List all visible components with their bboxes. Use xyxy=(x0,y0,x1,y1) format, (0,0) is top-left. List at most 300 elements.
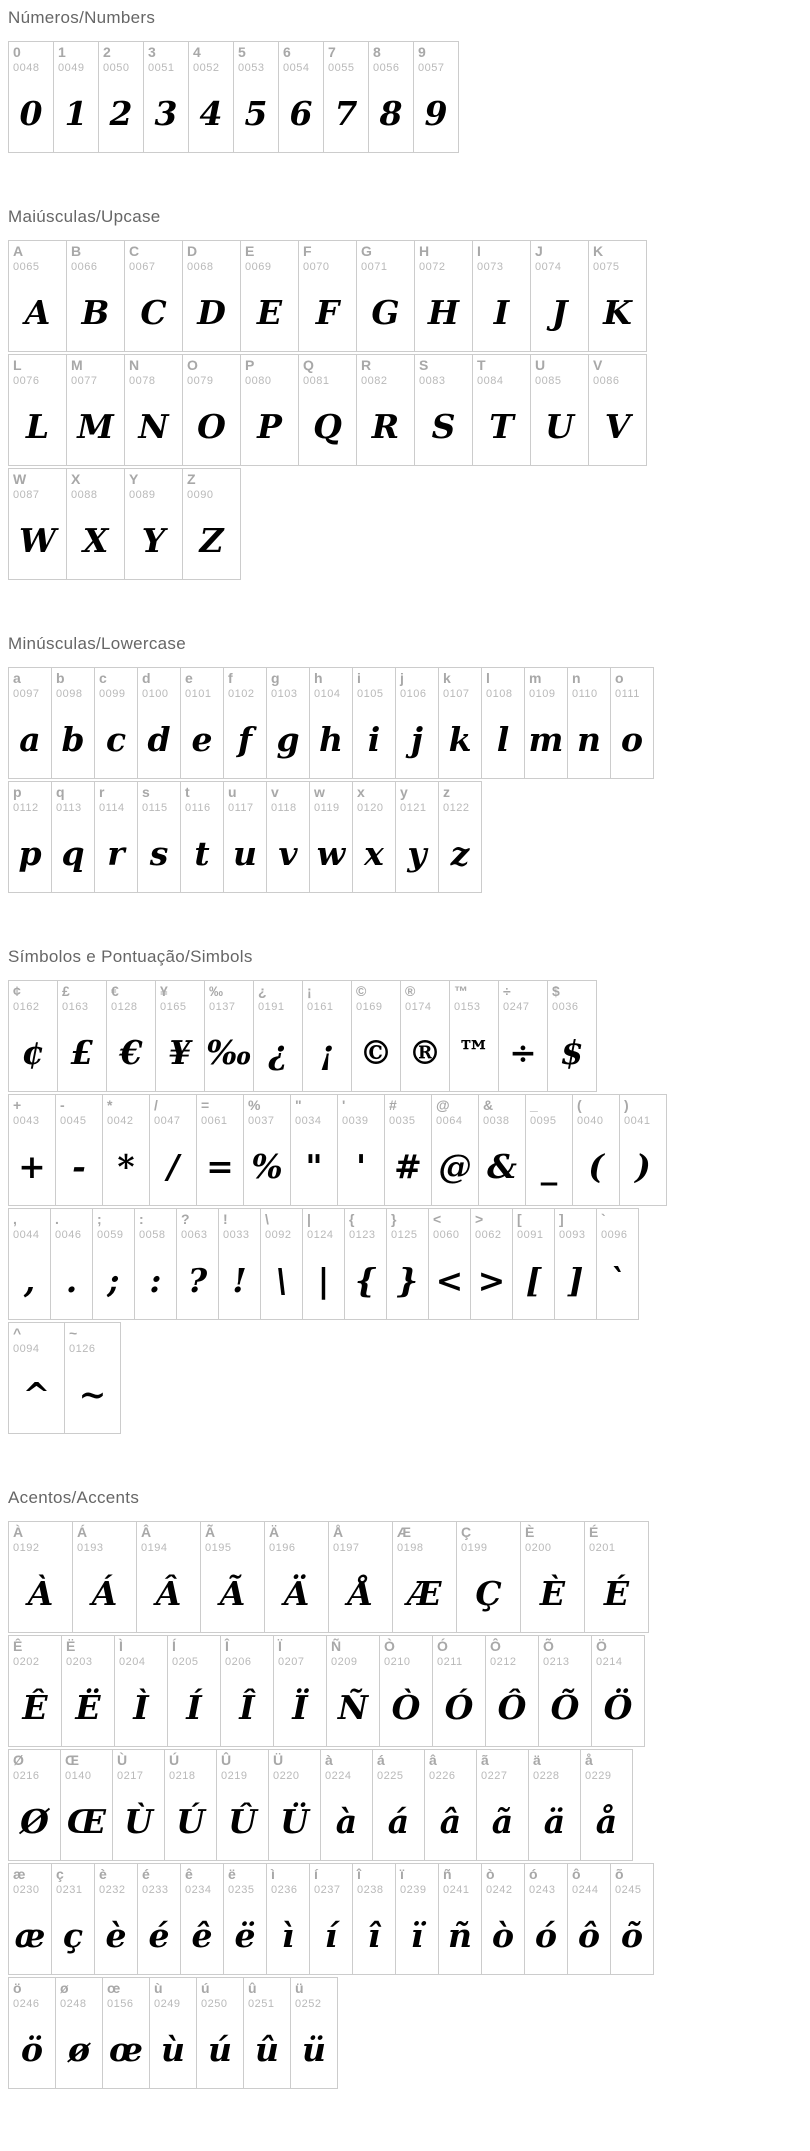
char-label: F xyxy=(303,243,312,259)
char-code: 0237 xyxy=(314,1884,341,1896)
char-code: 0120 xyxy=(357,802,384,814)
char-label: H xyxy=(419,243,430,259)
glyph-preview: 9 xyxy=(424,94,448,133)
glyph-cell xyxy=(401,981,450,1092)
glyph-cell xyxy=(9,1978,56,2089)
glyph-row xyxy=(9,1209,639,1320)
char-code: 0238 xyxy=(357,1884,384,1896)
section-lowercase xyxy=(8,634,802,893)
glyph-preview: f xyxy=(237,720,253,759)
char-code: 0079 xyxy=(187,375,214,387)
char-code: 0210 xyxy=(384,1656,411,1668)
char-label: Û xyxy=(221,1752,232,1768)
char-code: 0250 xyxy=(201,1998,228,2010)
glyph-cell xyxy=(58,981,107,1092)
char-label: T xyxy=(477,357,486,373)
glyph-preview: ` xyxy=(609,1261,626,1300)
glyph-preview: I xyxy=(493,293,510,332)
glyph-cell xyxy=(150,1095,197,1206)
char-code: 0207 xyxy=(278,1656,305,1668)
char-code: 0085 xyxy=(535,375,562,387)
char-code: 0049 xyxy=(58,62,85,74)
glyph-cell xyxy=(396,782,439,893)
char-label: p xyxy=(13,784,22,800)
glyph-row xyxy=(9,1095,667,1206)
glyph-row xyxy=(9,1522,649,1633)
char-code: 0211 xyxy=(437,1656,463,1668)
glyph-preview: l xyxy=(496,720,510,759)
glyph-cell xyxy=(482,668,525,779)
glyph-table-uppercase-1 xyxy=(8,240,647,352)
char-code: 0101 xyxy=(185,688,212,700)
glyph-preview: â xyxy=(439,1802,462,1841)
char-label: S xyxy=(419,357,429,373)
char-code: 0247 xyxy=(503,1001,530,1013)
glyph-preview: ¥ xyxy=(168,1033,192,1072)
char-label: s xyxy=(142,784,150,800)
char-label: C xyxy=(129,243,140,259)
glyph-preview: Q xyxy=(313,407,342,446)
char-label: î xyxy=(357,1866,361,1882)
glyph-cell xyxy=(380,1636,433,1747)
char-label: Â xyxy=(141,1524,152,1540)
char-label: ¥ xyxy=(160,983,168,999)
char-code: 0052 xyxy=(193,62,220,74)
char-code: 0118 xyxy=(271,802,297,814)
glyph-cell xyxy=(597,1209,639,1320)
glyph-cell xyxy=(9,668,52,779)
glyph-preview: m xyxy=(528,720,564,759)
char-label: Á xyxy=(77,1524,88,1540)
glyph-cell xyxy=(457,1522,521,1633)
glyph-table-accents-3 xyxy=(8,1749,633,1861)
glyph-preview: ¿ xyxy=(268,1033,288,1072)
glyph-preview: ~ xyxy=(78,1375,107,1414)
char-label: x xyxy=(357,784,365,800)
char-code: 0072 xyxy=(419,261,446,273)
char-code: 0109 xyxy=(529,688,556,700)
glyph-cell xyxy=(393,1522,457,1633)
glyph-preview: ï xyxy=(410,1916,424,1955)
glyph-preview: j xyxy=(411,720,423,759)
glyph-table-uppercase-3 xyxy=(8,468,241,580)
char-label: À xyxy=(13,1524,24,1540)
char-code: 0068 xyxy=(187,261,214,273)
char-label: Ã xyxy=(205,1524,216,1540)
char-code: 0213 xyxy=(543,1656,570,1668)
glyph-preview: - xyxy=(72,1147,86,1186)
char-code: 0051 xyxy=(148,62,175,74)
glyph-cell xyxy=(568,1864,611,1975)
glyph-cell xyxy=(274,1636,327,1747)
char-code: 0204 xyxy=(119,1656,146,1668)
char-label: U xyxy=(535,357,546,373)
char-label: / xyxy=(154,1097,158,1113)
glyph-table-accents-4 xyxy=(8,1863,654,1975)
glyph-preview: ö xyxy=(20,2030,43,2069)
glyph-cell xyxy=(357,241,415,352)
glyph-preview: î xyxy=(367,1916,381,1955)
glyph-cell xyxy=(555,1209,597,1320)
char-label: Ñ xyxy=(331,1638,342,1654)
char-code: 0067 xyxy=(129,261,156,273)
char-code: 0088 xyxy=(71,489,98,501)
glyph-preview: r xyxy=(107,834,125,873)
glyph-cell xyxy=(183,469,241,580)
glyph-preview: G xyxy=(371,293,400,332)
char-code: 0203 xyxy=(66,1656,93,1668)
char-code: 0092 xyxy=(265,1229,292,1241)
char-label: Œ xyxy=(65,1752,79,1768)
glyph-cell xyxy=(221,1636,274,1747)
glyph-preview: Î xyxy=(239,1688,255,1727)
glyph-preview: S xyxy=(431,407,456,446)
char-label: ] xyxy=(559,1211,564,1227)
char-label: å xyxy=(585,1752,593,1768)
glyph-preview: ¢ xyxy=(21,1033,45,1072)
char-label: P xyxy=(245,357,255,373)
char-label: ~ xyxy=(69,1325,78,1341)
glyph-cell xyxy=(486,1636,539,1747)
glyph-preview: : xyxy=(149,1261,162,1300)
glyph-preview: + xyxy=(18,1147,46,1186)
char-code: 0162 xyxy=(13,1001,40,1013)
char-code: 0115 xyxy=(142,802,168,814)
glyph-preview: Ü xyxy=(280,1802,309,1841)
char-label: ú xyxy=(201,1980,210,1996)
glyph-cell xyxy=(115,1636,168,1747)
char-code: 0042 xyxy=(107,1115,134,1127)
glyph-cell xyxy=(396,668,439,779)
glyph-preview: ò xyxy=(491,1916,514,1955)
char-label: Ø xyxy=(13,1752,24,1768)
char-label: Z xyxy=(187,471,196,487)
glyph-row xyxy=(9,981,597,1092)
char-code: 0063 xyxy=(181,1229,208,1241)
glyph-cell xyxy=(357,355,415,466)
glyph-cell xyxy=(62,1636,115,1747)
char-label: ^ xyxy=(13,1325,22,1341)
char-code: 0094 xyxy=(13,1343,40,1355)
glyph-preview: æ xyxy=(14,1916,46,1955)
glyph-preview: R xyxy=(371,407,400,446)
glyph-preview: { xyxy=(354,1261,377,1300)
section-uppercase xyxy=(8,207,802,580)
char-label: * xyxy=(107,1097,113,1113)
glyph-preview: ^ xyxy=(22,1375,51,1414)
char-label: y xyxy=(400,784,408,800)
glyph-preview: ê xyxy=(191,1916,213,1955)
glyph-cell xyxy=(95,1864,138,1975)
glyph-preview: O xyxy=(197,407,226,446)
glyph-cell xyxy=(95,668,138,779)
char-label: c xyxy=(99,670,107,686)
glyph-preview: Û xyxy=(228,1802,257,1841)
glyph-preview: < xyxy=(435,1261,464,1300)
char-code: 0153 xyxy=(454,1001,481,1013)
char-code: 0205 xyxy=(172,1656,199,1668)
glyph-preview: . xyxy=(65,1261,78,1300)
char-code: 0225 xyxy=(377,1770,404,1782)
char-code: 0252 xyxy=(295,1998,322,2010)
char-code: 0060 xyxy=(433,1229,460,1241)
glyph-preview: 1 xyxy=(64,94,88,133)
glyph-preview: p xyxy=(18,834,42,873)
glyph-preview: U xyxy=(545,407,574,446)
glyph-cell xyxy=(9,1209,51,1320)
glyph-preview: F xyxy=(315,293,340,332)
char-label: æ xyxy=(13,1866,26,1882)
char-label: ( xyxy=(577,1097,582,1113)
glyph-preview: Õ xyxy=(550,1688,580,1727)
char-label: L xyxy=(13,357,22,373)
glyph-cell xyxy=(150,1978,197,2089)
glyph-preview: & xyxy=(487,1147,517,1186)
glyph-table-symbols-4 xyxy=(8,1322,121,1434)
glyph-preview: à xyxy=(335,1802,358,1841)
section-title-accents: Acentos/Accents xyxy=(8,1488,140,1507)
glyph-cell xyxy=(620,1095,667,1206)
char-label: 4 xyxy=(193,44,201,60)
glyph-cell xyxy=(103,1095,150,1206)
glyph-cell xyxy=(9,981,58,1092)
glyph-cell xyxy=(224,668,267,779)
char-code: 0038 xyxy=(483,1115,510,1127)
char-code: 0200 xyxy=(525,1542,552,1554)
char-code: 0156 xyxy=(107,1998,134,2010)
char-code: 0083 xyxy=(419,375,446,387)
glyph-preview: [ xyxy=(525,1261,542,1300)
section-accents xyxy=(8,1488,802,2089)
glyph-preview: á xyxy=(387,1802,410,1841)
glyph-cell xyxy=(429,1209,471,1320)
char-code: 0104 xyxy=(314,688,341,700)
glyph-preview: Ò xyxy=(391,1688,421,1727)
char-label: M xyxy=(71,357,83,373)
char-label: _ xyxy=(530,1097,538,1113)
glyph-table-symbols-3 xyxy=(8,1208,639,1320)
glyph-cell xyxy=(539,1636,592,1747)
glyph-preview: J xyxy=(551,293,568,332)
glyph-cell xyxy=(197,1095,244,1206)
glyph-row xyxy=(9,1978,338,2089)
glyph-preview: ó xyxy=(534,1916,557,1955)
char-label: i xyxy=(357,670,361,686)
char-code: 0165 xyxy=(160,1001,187,1013)
glyph-cell xyxy=(433,1636,486,1747)
char-label: ¢ xyxy=(13,983,21,999)
char-code: 0243 xyxy=(529,1884,556,1896)
glyph-cell xyxy=(177,1209,219,1320)
char-code: 0249 xyxy=(154,1998,181,2010)
glyph-preview: o xyxy=(620,720,643,759)
char-label: Ê xyxy=(13,1638,23,1654)
glyph-table-lowercase-2 xyxy=(8,781,482,893)
char-code: 0219 xyxy=(221,1770,248,1782)
char-code: 0198 xyxy=(397,1542,424,1554)
glyph-preview: è xyxy=(105,1916,127,1955)
char-code: 0242 xyxy=(486,1884,513,1896)
char-label: ® xyxy=(405,983,416,999)
char-code: 0062 xyxy=(475,1229,502,1241)
glyph-cell xyxy=(165,1750,217,1861)
glyph-cell xyxy=(197,1978,244,2089)
glyph-preview: | xyxy=(317,1261,330,1300)
glyph-cell xyxy=(9,1323,65,1434)
glyph-preview: d xyxy=(147,720,171,759)
char-code: 0081 xyxy=(303,375,330,387)
glyph-row xyxy=(9,1750,633,1861)
char-code: 0065 xyxy=(13,261,40,273)
char-code: 0066 xyxy=(71,261,98,273)
glyph-cell xyxy=(415,355,473,466)
glyph-preview: 5 xyxy=(244,94,268,133)
char-label: I xyxy=(477,243,481,259)
char-code: 0140 xyxy=(65,1770,92,1782)
char-label: Ö xyxy=(596,1638,607,1654)
glyph-preview: / xyxy=(166,1147,180,1186)
char-code: 0220 xyxy=(273,1770,300,1782)
char-label: X xyxy=(71,471,81,487)
char-label: : xyxy=(139,1211,144,1227)
char-label: # xyxy=(389,1097,397,1113)
glyph-preview: Í xyxy=(186,1688,202,1727)
char-label: Î xyxy=(225,1638,229,1654)
glyph-cell xyxy=(54,42,99,153)
glyph-preview: Ú xyxy=(176,1802,205,1841)
glyph-cell xyxy=(353,1864,396,1975)
glyph-preview: C xyxy=(140,293,167,332)
glyph-cell xyxy=(9,1522,73,1633)
char-label: Y xyxy=(129,471,139,487)
glyph-cell xyxy=(482,1864,525,1975)
char-code: 0248 xyxy=(60,1998,87,2010)
char-code: 0087 xyxy=(13,489,40,501)
glyph-preview: w xyxy=(316,834,346,873)
glyph-cell xyxy=(183,241,241,352)
glyph-preview: % xyxy=(251,1147,283,1186)
glyph-cell xyxy=(385,1095,432,1206)
glyph-preview: ù xyxy=(161,2030,185,2069)
char-code: 0241 xyxy=(443,1884,470,1896)
glyph-preview: Ï xyxy=(292,1688,308,1727)
glyph-cell xyxy=(181,1864,224,1975)
char-code: 0202 xyxy=(13,1656,40,1668)
char-label: a xyxy=(13,670,21,686)
char-label: ô xyxy=(572,1866,581,1882)
char-label: r xyxy=(99,784,105,800)
char-label: 0 xyxy=(13,44,21,60)
glyph-preview: Ñ xyxy=(337,1688,369,1727)
glyph-cell xyxy=(254,981,303,1092)
char-code: 0040 xyxy=(577,1115,604,1127)
glyph-preview: n xyxy=(577,720,601,759)
char-label: ï xyxy=(400,1866,404,1882)
char-code: 0224 xyxy=(325,1770,352,1782)
glyph-preview: * xyxy=(117,1147,135,1186)
char-label: ‰ xyxy=(209,983,223,999)
char-code: 0036 xyxy=(552,1001,579,1013)
glyph-cell xyxy=(439,668,482,779)
char-code: 0107 xyxy=(443,688,470,700)
char-label: 6 xyxy=(283,44,291,60)
char-code: 0059 xyxy=(97,1229,124,1241)
char-code: 0209 xyxy=(331,1656,358,1668)
glyph-preview: Ó xyxy=(444,1688,474,1727)
glyph-table-uppercase-2 xyxy=(8,354,647,466)
glyph-cell xyxy=(353,782,396,893)
glyph-preview: í xyxy=(324,1916,338,1955)
glyph-preview: b xyxy=(61,720,85,759)
char-label: W xyxy=(13,471,27,487)
glyph-cell xyxy=(93,1209,135,1320)
char-code: 0044 xyxy=(13,1229,40,1241)
glyph-cell xyxy=(65,1323,121,1434)
char-label: g xyxy=(271,670,280,686)
char-label: , xyxy=(13,1211,17,1227)
glyph-cell xyxy=(321,1750,373,1861)
char-code: 0076 xyxy=(13,375,40,387)
glyph-preview: u xyxy=(233,834,257,873)
char-code: 0061 xyxy=(201,1115,228,1127)
char-label: à xyxy=(325,1752,333,1768)
glyph-preview: ñ xyxy=(448,1916,472,1955)
char-code: 0206 xyxy=(225,1656,252,1668)
glyph-cell xyxy=(369,42,414,153)
char-code: 0057 xyxy=(418,62,445,74)
char-label: n xyxy=(572,670,581,686)
char-code: 0194 xyxy=(141,1542,168,1554)
char-label: J xyxy=(535,243,543,259)
char-label: " xyxy=(295,1097,302,1113)
char-code: 0096 xyxy=(601,1229,628,1241)
char-code: 0218 xyxy=(169,1770,196,1782)
glyph-preview: i xyxy=(367,720,381,759)
glyph-row xyxy=(9,241,647,352)
glyph-preview: } xyxy=(396,1261,419,1300)
char-code: 0108 xyxy=(486,688,513,700)
char-code: 0195 xyxy=(205,1542,232,1554)
char-label: £ xyxy=(62,983,70,999)
glyph-cell xyxy=(387,1209,429,1320)
char-label: ë xyxy=(228,1866,236,1882)
char-code: 0126 xyxy=(69,1343,96,1355)
char-label: â xyxy=(429,1752,437,1768)
char-code: 0086 xyxy=(593,375,620,387)
char-code: 0231 xyxy=(56,1884,83,1896)
glyph-cell xyxy=(611,1864,654,1975)
glyph-cell xyxy=(291,1095,338,1206)
glyph-cell xyxy=(183,355,241,466)
char-label: ¿ xyxy=(258,983,267,999)
glyph-preview: Y xyxy=(141,521,166,560)
glyph-preview: D xyxy=(197,293,226,332)
glyph-preview: Ø xyxy=(20,1802,49,1841)
char-label: ` xyxy=(601,1211,606,1227)
char-code: 0110 xyxy=(572,688,598,700)
char-label: ä xyxy=(533,1752,541,1768)
glyph-cell xyxy=(352,981,401,1092)
char-code: 0099 xyxy=(99,688,126,700)
char-label: % xyxy=(248,1097,261,1113)
char-code: 0053 xyxy=(238,62,265,74)
glyph-cell xyxy=(310,782,353,893)
char-code: 0234 xyxy=(185,1884,212,1896)
char-label: . xyxy=(55,1211,59,1227)
glyph-preview: ! xyxy=(232,1261,247,1300)
glyph-cell xyxy=(267,782,310,893)
char-code: 0058 xyxy=(139,1229,166,1241)
